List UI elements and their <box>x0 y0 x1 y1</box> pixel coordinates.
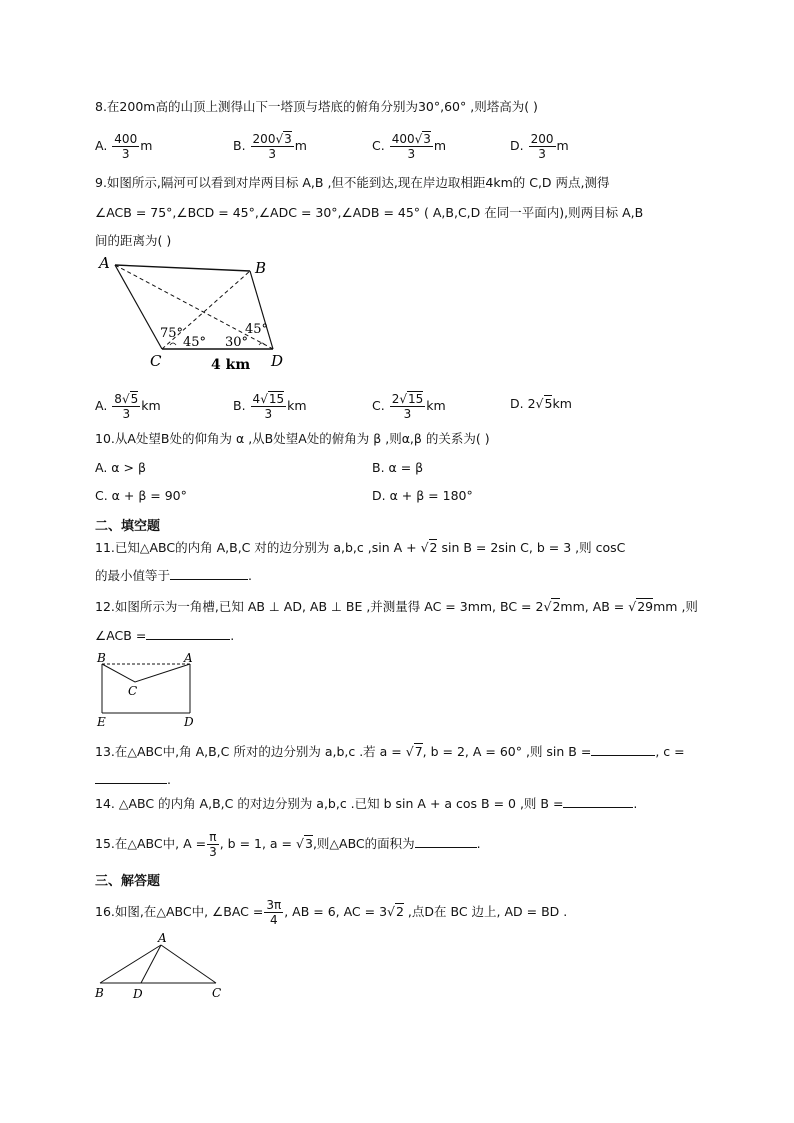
q11-end: . <box>248 568 252 583</box>
q10-option-c: C. α + β = 90° <box>95 488 187 503</box>
q8-option-a-fraction <box>112 132 139 161</box>
q15-stem: 15.在△ABC中, A = $\frac{\pi}{3}$ , b = 1, a = √3,则△ABC的面积为 . <box>95 830 481 859</box>
q9-b-radicand: 15 <box>268 392 285 406</box>
q15-radicand: 3 <box>304 836 313 851</box>
q12-groove-bca <box>102 664 190 682</box>
q8-option-d-fraction <box>529 132 556 161</box>
q9-angle-75: 75° <box>160 326 184 341</box>
q9-distance-label: 4 km <box>211 357 251 373</box>
q9-segment-bd <box>250 271 273 349</box>
q10-option-d: D. α + β = 180° <box>372 488 473 503</box>
q9-label-c: C <box>150 352 162 370</box>
q8-b-coef: 200 <box>252 132 276 146</box>
q15-mid: , b = 1, a = <box>219 836 297 851</box>
q9-option-b <box>233 392 307 421</box>
q9-d-radicand: 5 <box>544 396 553 411</box>
q9-option-a-fraction: $\frac{8√5}{3}$ <box>114 392 139 421</box>
q8-a-denominator: 3 <box>121 147 130 161</box>
q9-c-unit: km <box>426 398 446 413</box>
q8-d-unit: m <box>556 138 569 153</box>
q9-option-c <box>372 392 446 421</box>
q15-end: . <box>476 836 481 851</box>
q12-label-e: E <box>97 715 106 729</box>
q9-c-denominator: 3 <box>403 407 412 421</box>
q12-label-d: D <box>184 715 194 729</box>
q13-answer-blank-sinb[interactable] <box>591 743 655 756</box>
q15-pi-fraction <box>207 830 219 859</box>
q8-c-unit: m <box>433 138 447 153</box>
q15-pre: 15.在△ABC中, A = <box>95 836 207 851</box>
q13-stem-mid: , b = 2, A = 60° ,则 sin B = <box>422 744 592 759</box>
q11-radicand: 2 <box>429 540 438 555</box>
q10-option-b: B. α = β <box>372 460 424 475</box>
q11-stem: 11.已知△ABC的内角 A,B,C 对的边分别为 a,b,c ,sin A + √2 sin B = 2sin C, b = 3 ,则 cosC <box>95 540 626 555</box>
q14-answer-blank[interactable] <box>563 795 633 808</box>
q15-pi-denominator: 3 <box>209 845 217 859</box>
q8-b-radicand: 3 <box>284 132 292 146</box>
q9-a-radicand: 5 <box>130 392 139 406</box>
q11-stem-post: sin B = 2sin C, b = 3 ,则 cosC <box>437 540 626 555</box>
q11-stem-pre: 11.已知△ABC的内角 A,B,C 对的边分别为 a,b,c ,sin A + <box>95 540 421 555</box>
q9-a-coef: 8 <box>114 392 122 406</box>
q12-stem: 12.如图所示为一角槽,已知 AB ⊥ AD, AB ⊥ BE ,并测量得 AC = 3mm, BC = 2√2mm, AB = √29mm ,则 <box>95 599 698 614</box>
q9-option-d-label: D. <box>510 396 524 411</box>
q11-answer-blank[interactable] <box>170 567 248 580</box>
q12-end: . <box>230 628 235 643</box>
q8-option-c-fraction: $\frac{400√3}{3}$ <box>391 132 431 161</box>
q8-option-b <box>233 132 307 161</box>
q12-line2-text: ∠ACB = <box>95 628 147 643</box>
q9-option-a-label: A. <box>95 398 108 413</box>
q12-stem-pre: 12.如图所示为一角槽,已知 AB ⊥ AD, AB ⊥ BE ,并测量得 AC = 3mm, BC = 2 <box>95 599 544 614</box>
q8-option-c-label: C. <box>372 138 385 153</box>
q9-c-radicand: 15 <box>407 392 424 406</box>
q10-stem: 10.从A处望B处的仰角为 α ,从B处望A处的俯角为 β ,则α,β 的关系为( ) <box>95 431 490 446</box>
q8-c-coef: 400 <box>391 132 415 146</box>
q9-label-b: B <box>255 259 267 277</box>
section-heading-solutions: 三、解答题 <box>95 874 161 889</box>
q12-radicand-1: 2 <box>552 599 561 614</box>
q9-option-b-fraction: $\frac{4√15}{3}$ <box>252 392 285 421</box>
q13-answer-blank-c[interactable] <box>95 771 167 784</box>
q16-radicand: 2 <box>396 904 404 919</box>
q10-option-a: A. α > β <box>95 460 146 475</box>
q12-stem-mid: mm, AB = <box>560 599 629 614</box>
q9-option-c-label: C. <box>372 398 385 413</box>
q16-label-d: D <box>133 987 143 1001</box>
q8-c-radicand: 3 <box>423 132 431 146</box>
q12-figure <box>95 650 205 730</box>
q16-frac-denominator: 4 <box>269 913 278 927</box>
q9-stem-line1: 9.如图所示,隔河可以看到对岸两目标 A,B ,但不能到达,现在岸边取相距4km的 C,D 两点,测得 <box>95 175 610 190</box>
q8-b-unit: m <box>294 138 307 153</box>
q13-stem-pre: 13.在△ABC中,角 A,B,C 所对的边分别为 a,b,c .若 a = <box>95 744 406 759</box>
q16-segment-ac <box>161 945 216 983</box>
q8-stem: 8.在200m高的山顶上测得山下一塔顶与塔底的俯角分别为30°,60° ,则塔高为( ) <box>95 99 538 114</box>
q12-line2 <box>95 627 234 645</box>
q16-segment-ab <box>100 945 161 983</box>
q8-c-denominator: 3 <box>407 147 416 161</box>
q15-answer-blank[interactable] <box>415 835 477 848</box>
q12-answer-blank[interactable] <box>146 627 230 640</box>
q16-label-a: A <box>158 931 167 945</box>
q16-label-c: C <box>212 986 222 1000</box>
q11-line2-text: 的最小值等于 <box>95 568 171 583</box>
q9-d-unit: km <box>552 396 572 411</box>
q8-a-numerator: 400 <box>114 132 138 146</box>
q13-radicand: 7 <box>414 744 423 759</box>
q9-angle-arc-c <box>170 343 176 345</box>
q9-angle-45-d: 45° <box>245 322 269 337</box>
q16-angle-fraction <box>264 898 283 927</box>
q9-c-coef: 2 <box>391 392 400 406</box>
q14-stem <box>95 795 637 813</box>
q9-angle-30: 30° <box>225 335 249 350</box>
q15-post: ,则△ABC的面积为 <box>312 836 415 851</box>
q8-option-a <box>95 132 152 161</box>
q8-option-a-label: A. <box>95 138 108 153</box>
q8-a-unit: m <box>140 138 153 153</box>
q12-radicand-2: 29 <box>637 599 654 614</box>
q9-option-a <box>95 392 161 421</box>
q12-label-c: C <box>128 684 138 698</box>
q16-label-b: B <box>95 986 104 1000</box>
q9-option-b-label: B. <box>233 398 246 413</box>
q8-option-b-label: B. <box>233 138 246 153</box>
q9-stem-line2: ∠ACB = 75°,∠BCD = 45°,∠ADC = 30°,∠ADB = 45° ( A,B,C,D 在同一平面内),则两目标 A,B <box>95 205 644 220</box>
q9-b-unit: km <box>287 398 307 413</box>
q9-angle-45-c: 45° <box>183 335 207 350</box>
q9-b-coef: 4 <box>252 392 261 406</box>
q13-comma: , c = <box>655 744 685 759</box>
q12-label-b: B <box>97 651 106 665</box>
q16-post: ,点D在 BC 边上, AD = BD . <box>403 904 568 919</box>
q9-stem-line3: 间的距离为( ) <box>95 233 172 248</box>
q9-option-c-fraction: $\frac{2√15}{3}$ <box>391 392 424 421</box>
q9-d-coef: 2 <box>527 396 536 411</box>
q11-line2 <box>95 567 252 585</box>
q8-b-denominator: 3 <box>268 147 276 161</box>
q9-label-a: A <box>99 254 110 272</box>
q8-d-numerator: 200 <box>530 132 554 146</box>
q9-label-d: D <box>271 352 284 370</box>
q9-a-unit: km <box>141 398 161 413</box>
q9-figure <box>95 255 315 380</box>
q16-stem: 16.如图,在△ABC中, ∠BAC = $\frac{3\pi}{4}$ , AB = 6, AC = 3√2 ,点D在 BC 边上, AD = BD . <box>95 898 568 927</box>
q16-figure <box>93 930 233 1005</box>
q16-pre: 16.如图,在△ABC中, ∠BAC = <box>95 904 264 919</box>
q9-segment-ac <box>115 265 162 349</box>
q8-option-d <box>510 132 569 161</box>
q13-stem: 13.在△ABC中,角 A,B,C 所对的边分别为 a,b,c .若 a = √7, b = 2, A = 60° ,则 sin B = , c = <box>95 744 685 759</box>
q8-option-c <box>372 132 446 161</box>
q14-end: . <box>633 796 638 811</box>
q9-option-d: D. 2√5km <box>510 396 572 411</box>
q14-stem-text: 14. △ABC 的内角 A,B,C 的对边分别为 a,b,c .已知 b sin A + a cos B = 0 ,则 B = <box>95 796 564 811</box>
q8-option-b-fraction: $\frac{200√3}{3}$ <box>252 132 292 161</box>
q9-segment-ab <box>115 265 250 271</box>
q13-end: . <box>167 772 171 787</box>
q16-mid: , AB = 6, AC = 3 <box>284 904 388 919</box>
q8-option-d-label: D. <box>510 138 524 153</box>
q16-frac-numerator: 3π <box>266 898 282 912</box>
q12-stem-post: mm ,则 <box>653 599 698 614</box>
q15-pi-numerator: π <box>209 830 217 844</box>
q9-a-denominator: 3 <box>122 407 131 421</box>
q12-label-a: A <box>184 651 193 665</box>
q8-d-denominator: 3 <box>538 147 546 161</box>
q9-b-denominator: 3 <box>264 407 273 421</box>
section-heading-fill-in: 二、填空题 <box>95 519 161 534</box>
q13-line2 <box>95 771 171 789</box>
